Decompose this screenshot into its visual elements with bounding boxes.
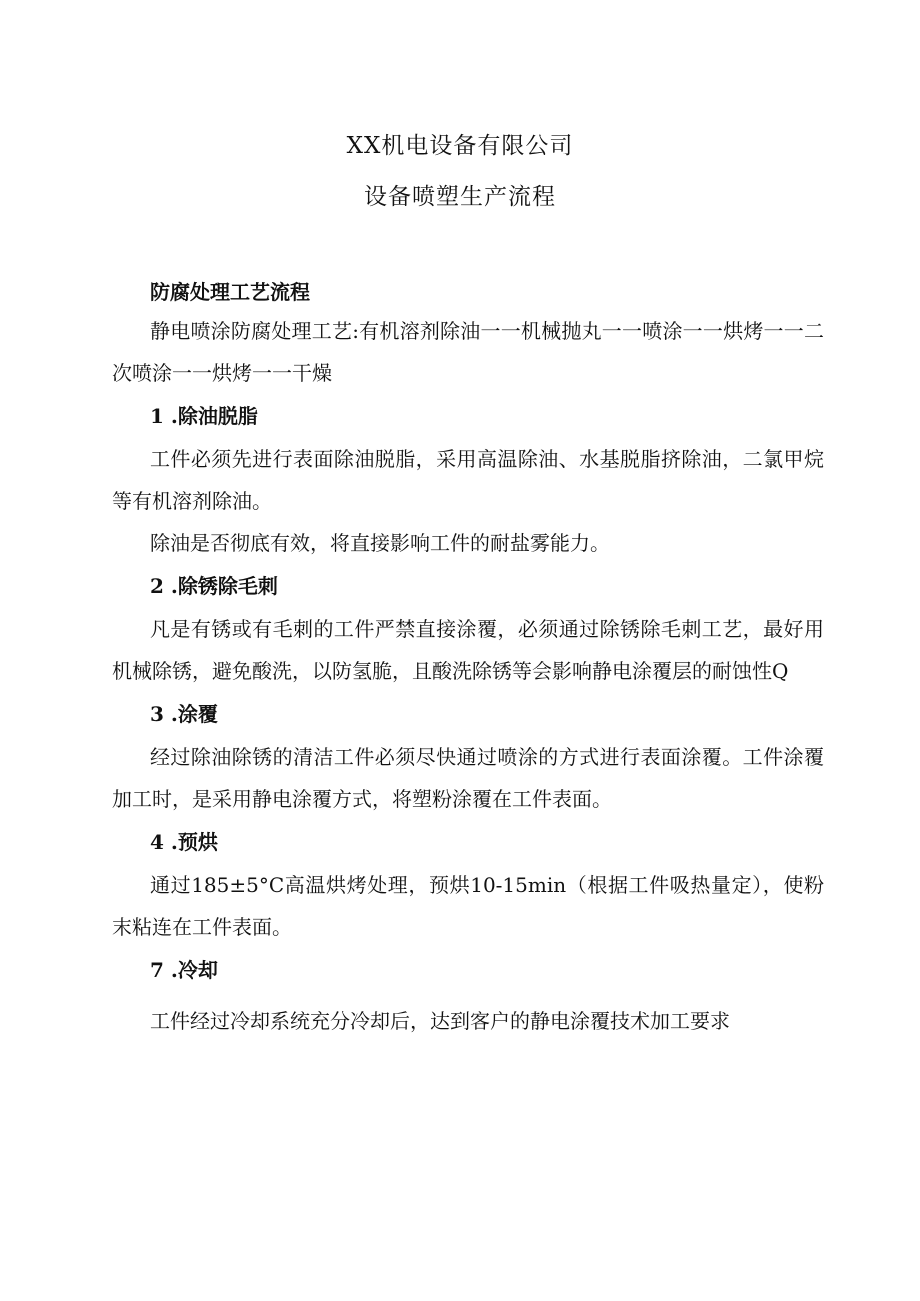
document-title: 设备喷塑生产流程 [364,184,556,210]
process-intro: 静电喷涂防腐处理工艺:有机溶剂除油一一机械抛丸一一喷涂一一烘烤一一二次喷涂一一烘烤一一干燥 [112,319,824,385]
step-heading-coating: 3 .涂覆 [150,702,218,726]
step-heading-prebake: 4 .预烘 [150,830,218,854]
step-paragraph: 通过185±5°C高温烘烤处理，预烘10-15min（根据工件吸热量定），使粉末粘连在工件表面。 [112,873,824,939]
step-heading-rust-removal: 2 .除锈除毛刺 [150,574,278,598]
step-paragraph: 除油是否彻底有效，将直接影响工件的耐盐雾能力。 [150,531,610,555]
document-body [112,274,824,1042]
step-paragraph: 凡是有锈或有毛刺的工件严禁直接涂覆，必须通过除锈除毛刺工艺，最好用机械除锈，避免酸洗，以防氢脆，且酸洗除锈等会影响静电涂覆层的耐蚀性Q [112,617,824,683]
step-paragraph: 工件经过冷却系统充分冷却后，达到客户的静电涂覆技术加工要求 [150,1009,730,1033]
step-heading-degreasing: 1 .除油脱脂 [150,404,258,428]
company-name: XX机电设备有限公司 [346,133,574,159]
step-paragraph: 经过除油除锈的清洁工件必须尽快通过喷涂的方式进行表面涂覆。工件涂覆加工时，是采用静电涂覆方式，将塑粉涂覆在工件表面。 [112,745,824,811]
step-heading-cooling: 7 .冷却 [150,958,218,982]
section-title: 防腐处理工艺流程 [150,280,310,304]
step-paragraph: 工件必须先进行表面除油脱脂，采用高温除油、水基脱脂挤除油，二氯甲烷等有机溶剂除油。 [112,447,824,513]
